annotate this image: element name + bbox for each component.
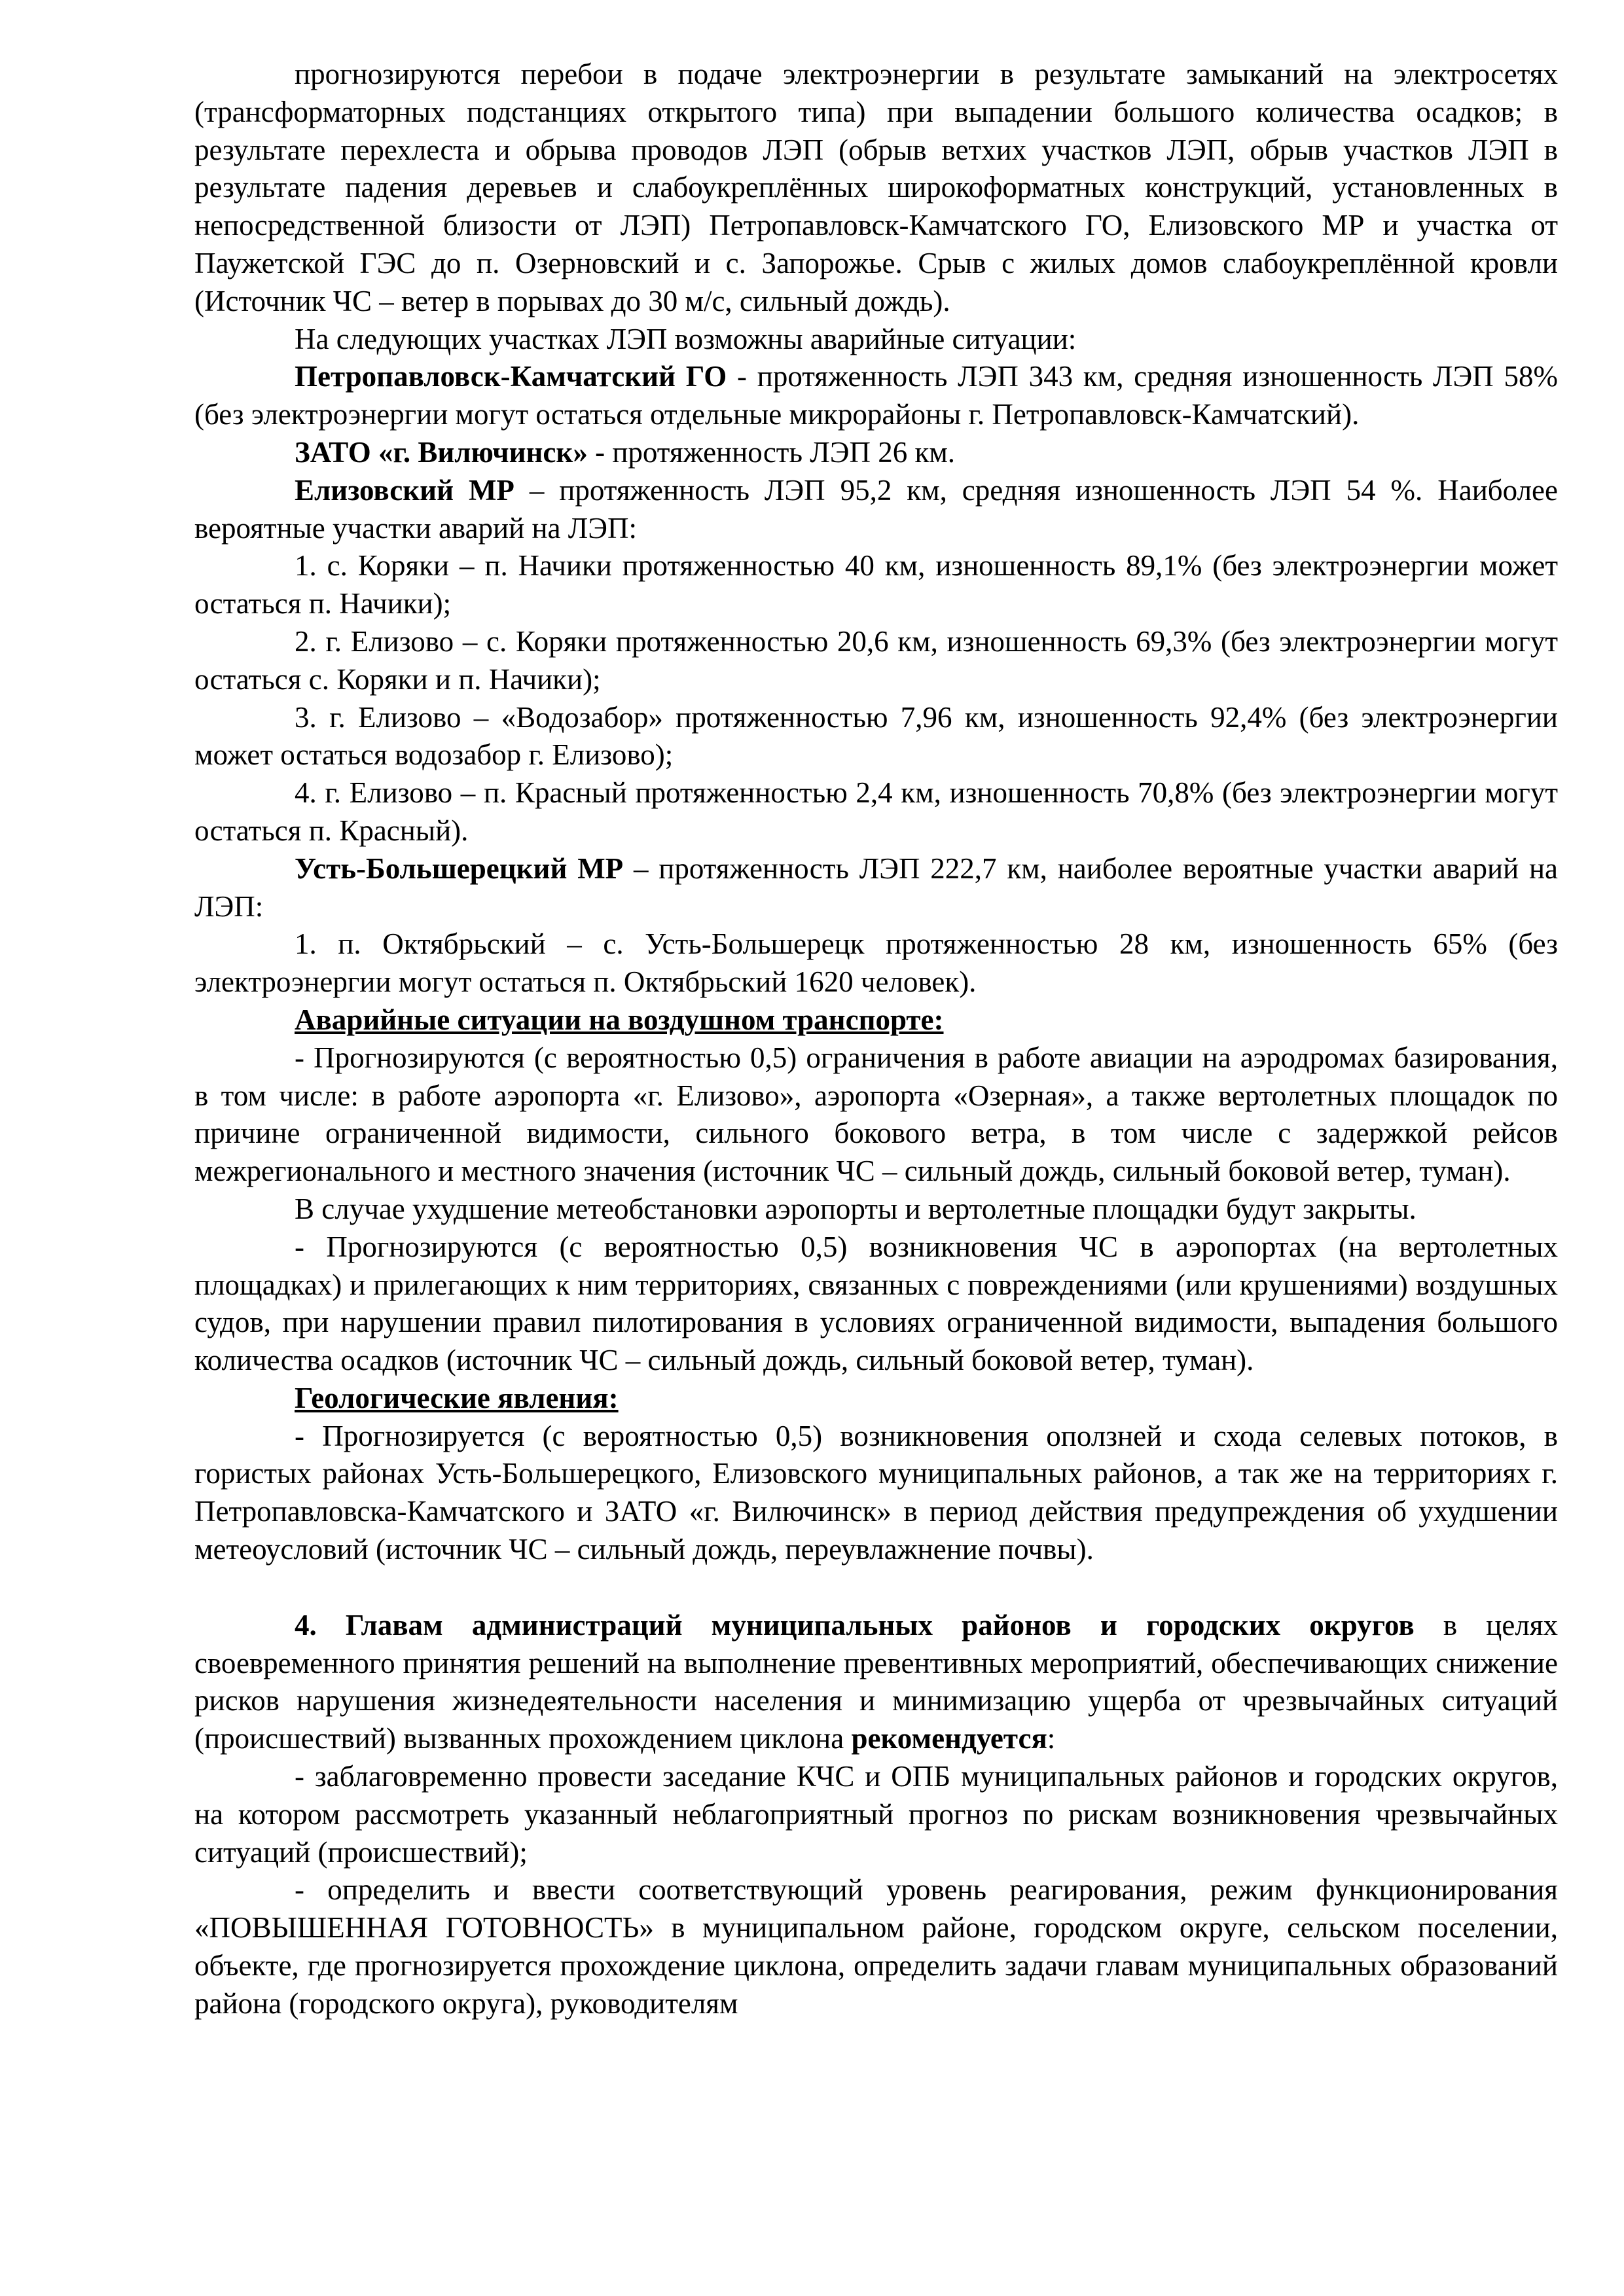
meeting-recommendation-paragraph: - заблаговременно провести заседание КЧС и ОПБ муниципальных районов и городских округов, на котором рассмотреть указанный неблагоприятный прогноз по рискам возникновения чрезвычайных ситуаций (происшествий);	[194, 1760, 1558, 1869]
vilyuchinsk-text: протяженность ЛЭП 26 км.	[605, 435, 956, 469]
geological-heading: Геологические явления:	[295, 1381, 619, 1414]
recommendations-text: в целях своевременного принятия решений на выполнение превентивных мероприятий, обеспечивающих снижение рисков нарушения жизнедеятельности населения и минимизацию ущерба от чрезвычайных ситуаций (происшествий) вызванных прохождением циклона	[194, 1608, 1558, 1755]
readiness-mode-paragraph: - определить и ввести соответствующий уровень реагирования, режим функционирования «ПОВЫШЕННАЯ ГОТОВНОСТЬ» в муниципальном районе, городском округе, сельском поселении, объекте, где прогнозируется прохождение циклона, определить задачи главам муниципальных образований района (городского округа), руководителям	[194, 1873, 1558, 2020]
recommendations-colon: :	[1047, 1722, 1056, 1755]
elizovo-title: Елизовский МР	[295, 473, 514, 507]
power-outage-forecast-paragraph: прогнозируются перебои в подаче электроэнергии в результате замыканий на электросетях (трансформаторных подстанциях открытого типа) при выпадении большого количества осадков; в результате перехлеста и обрыва проводов ЛЭП (обрыв ветхих участков ЛЭП, обрыв участков ЛЭП в результате падения деревьев и слабоукреплённых широкоформатных конструкций, установленных в непосредственной близости от ЛЭП) Петропавловск-Камчатского ГО, Елизовского МР и участка от Паужетской ГЭС до п. Озерновский и с. Запорожье. Срыв с жилых домов слабоукреплённой кровли (Источник ЧС – ветер в порывах до 30 м/с, сильный дождь).	[194, 58, 1558, 317]
recommendations-paragraph	[194, 1607, 1558, 1758]
elizovo-text: – протяженность ЛЭП 95,2 км, средняя изношенность ЛЭП 54 %. Наиболее вероятные участки аварий на ЛЭП:	[194, 473, 1558, 545]
ust-bolsheretsk-item-1: 1. п. Октябрьский – с. Усть-Большерецк протяженностью 28 км, изношенность 65% (без электроэнергии могут остаться п. Октябрьский 1620 человек).	[194, 927, 1558, 999]
document-page	[194, 56, 1558, 2023]
petropavlovsk-title: Петропавловск-Камчатский ГО	[295, 360, 727, 393]
vilyuchinsk-title: ЗАТО «г. Вилючинск» -	[295, 435, 605, 469]
air-transport-heading: Аварийные ситуации на воздушном транспорте:	[295, 1003, 944, 1036]
vilyuchinsk-paragraph	[194, 434, 1558, 472]
section-spacer	[194, 1569, 1558, 1607]
ust-bolsheretsk-title: Усть-Большерецкий МР	[295, 852, 624, 885]
power-line-intro-paragraph: На следующих участках ЛЭП возможны аварийные ситуации:	[295, 322, 1077, 355]
elizovo-item-4: 4. г. Елизово – п. Красный протяженностью 2,4 км, изношенность 70,8% (без электроэнергии могут остаться п. Красный).	[194, 776, 1558, 847]
elizovo-paragraph	[194, 472, 1558, 548]
aircraft-accidents-paragraph: - Прогнозируются (с вероятностью 0,5) возникновения ЧС в аэропортах (на вертолетных площадках) и прилегающих к ним территориях, связанных с повреждениями (или крушениями) воздушных судов, при нарушении правил пилотирования в условиях ограниченной видимости, выпадения большого количества осадков (источник ЧС – сильный дождь, сильный боковой ветер, туман).	[194, 1230, 1558, 1377]
elizovo-item-1: 1. с. Коряки – п. Начики протяженностью 40 км, изношенность 89,1% (без электроэнергии может остаться п. Начики);	[194, 549, 1558, 620]
landslides-paragraph: - Прогнозируется (с вероятностью 0,5) возникновения оползней и схода селевых потоков, в гористых районах Усть-Большерецкого, Елизовского муниципальных районов, а так же на территориях г. Петропавловска-Камчатского и ЗАТО «г. Вилючинск» в период действия предупреждения об ухудшении метеоусловий (источник ЧС – сильный дождь, переувлажнение почвы).	[194, 1419, 1558, 1566]
airports-closure-paragraph: В случае ухудшение метеобстановки аэропорты и вертолетные площадки будут закрыты.	[295, 1192, 1416, 1225]
petropavlovsk-paragraph	[194, 358, 1558, 434]
recommendations-title: 4. Главам администраций муниципальных районов и городских округов	[295, 1608, 1415, 1641]
recommended-word: рекомендуется	[851, 1722, 1047, 1755]
petropavlovsk-text: - протяженность ЛЭП 343 км, средняя изношенность ЛЭП 58% (без электроэнергии могут остаться отдельные микрорайоны г. Петропавловск-Камчатский).	[194, 360, 1558, 431]
ust-bolsheretsk-text: – протяженность ЛЭП 222,7 км, наиболее вероятные участки аварий на ЛЭП:	[194, 852, 1558, 923]
elizovo-item-2: 2. г. Елизово – с. Коряки протяженностью 20,6 км, изношенность 69,3% (без электроэнергии могут остаться с. Коряки и п. Начики);	[194, 624, 1558, 696]
aviation-restrictions-paragraph: - Прогнозируются (с вероятностью 0,5) ограничения в работе авиации на аэродромах базирования, в том числе: в работе аэропорта «г. Елизово», аэропорта «Озерная», а также вертолетных площадок по причине ограниченной видимости, сильного бокового ветра, в том числе с задержкой рейсов межрегионального и местного значения (источник ЧС – сильный дождь, сильный боковой ветер, туман).	[194, 1041, 1558, 1188]
ust-bolsheretsk-paragraph	[194, 850, 1558, 926]
elizovo-item-3: 3. г. Елизово – «Водозабор» протяженностью 7,96 км, изношенность 92,4% (без электроэнергии может остаться водозабор г. Елизово);	[194, 700, 1558, 772]
